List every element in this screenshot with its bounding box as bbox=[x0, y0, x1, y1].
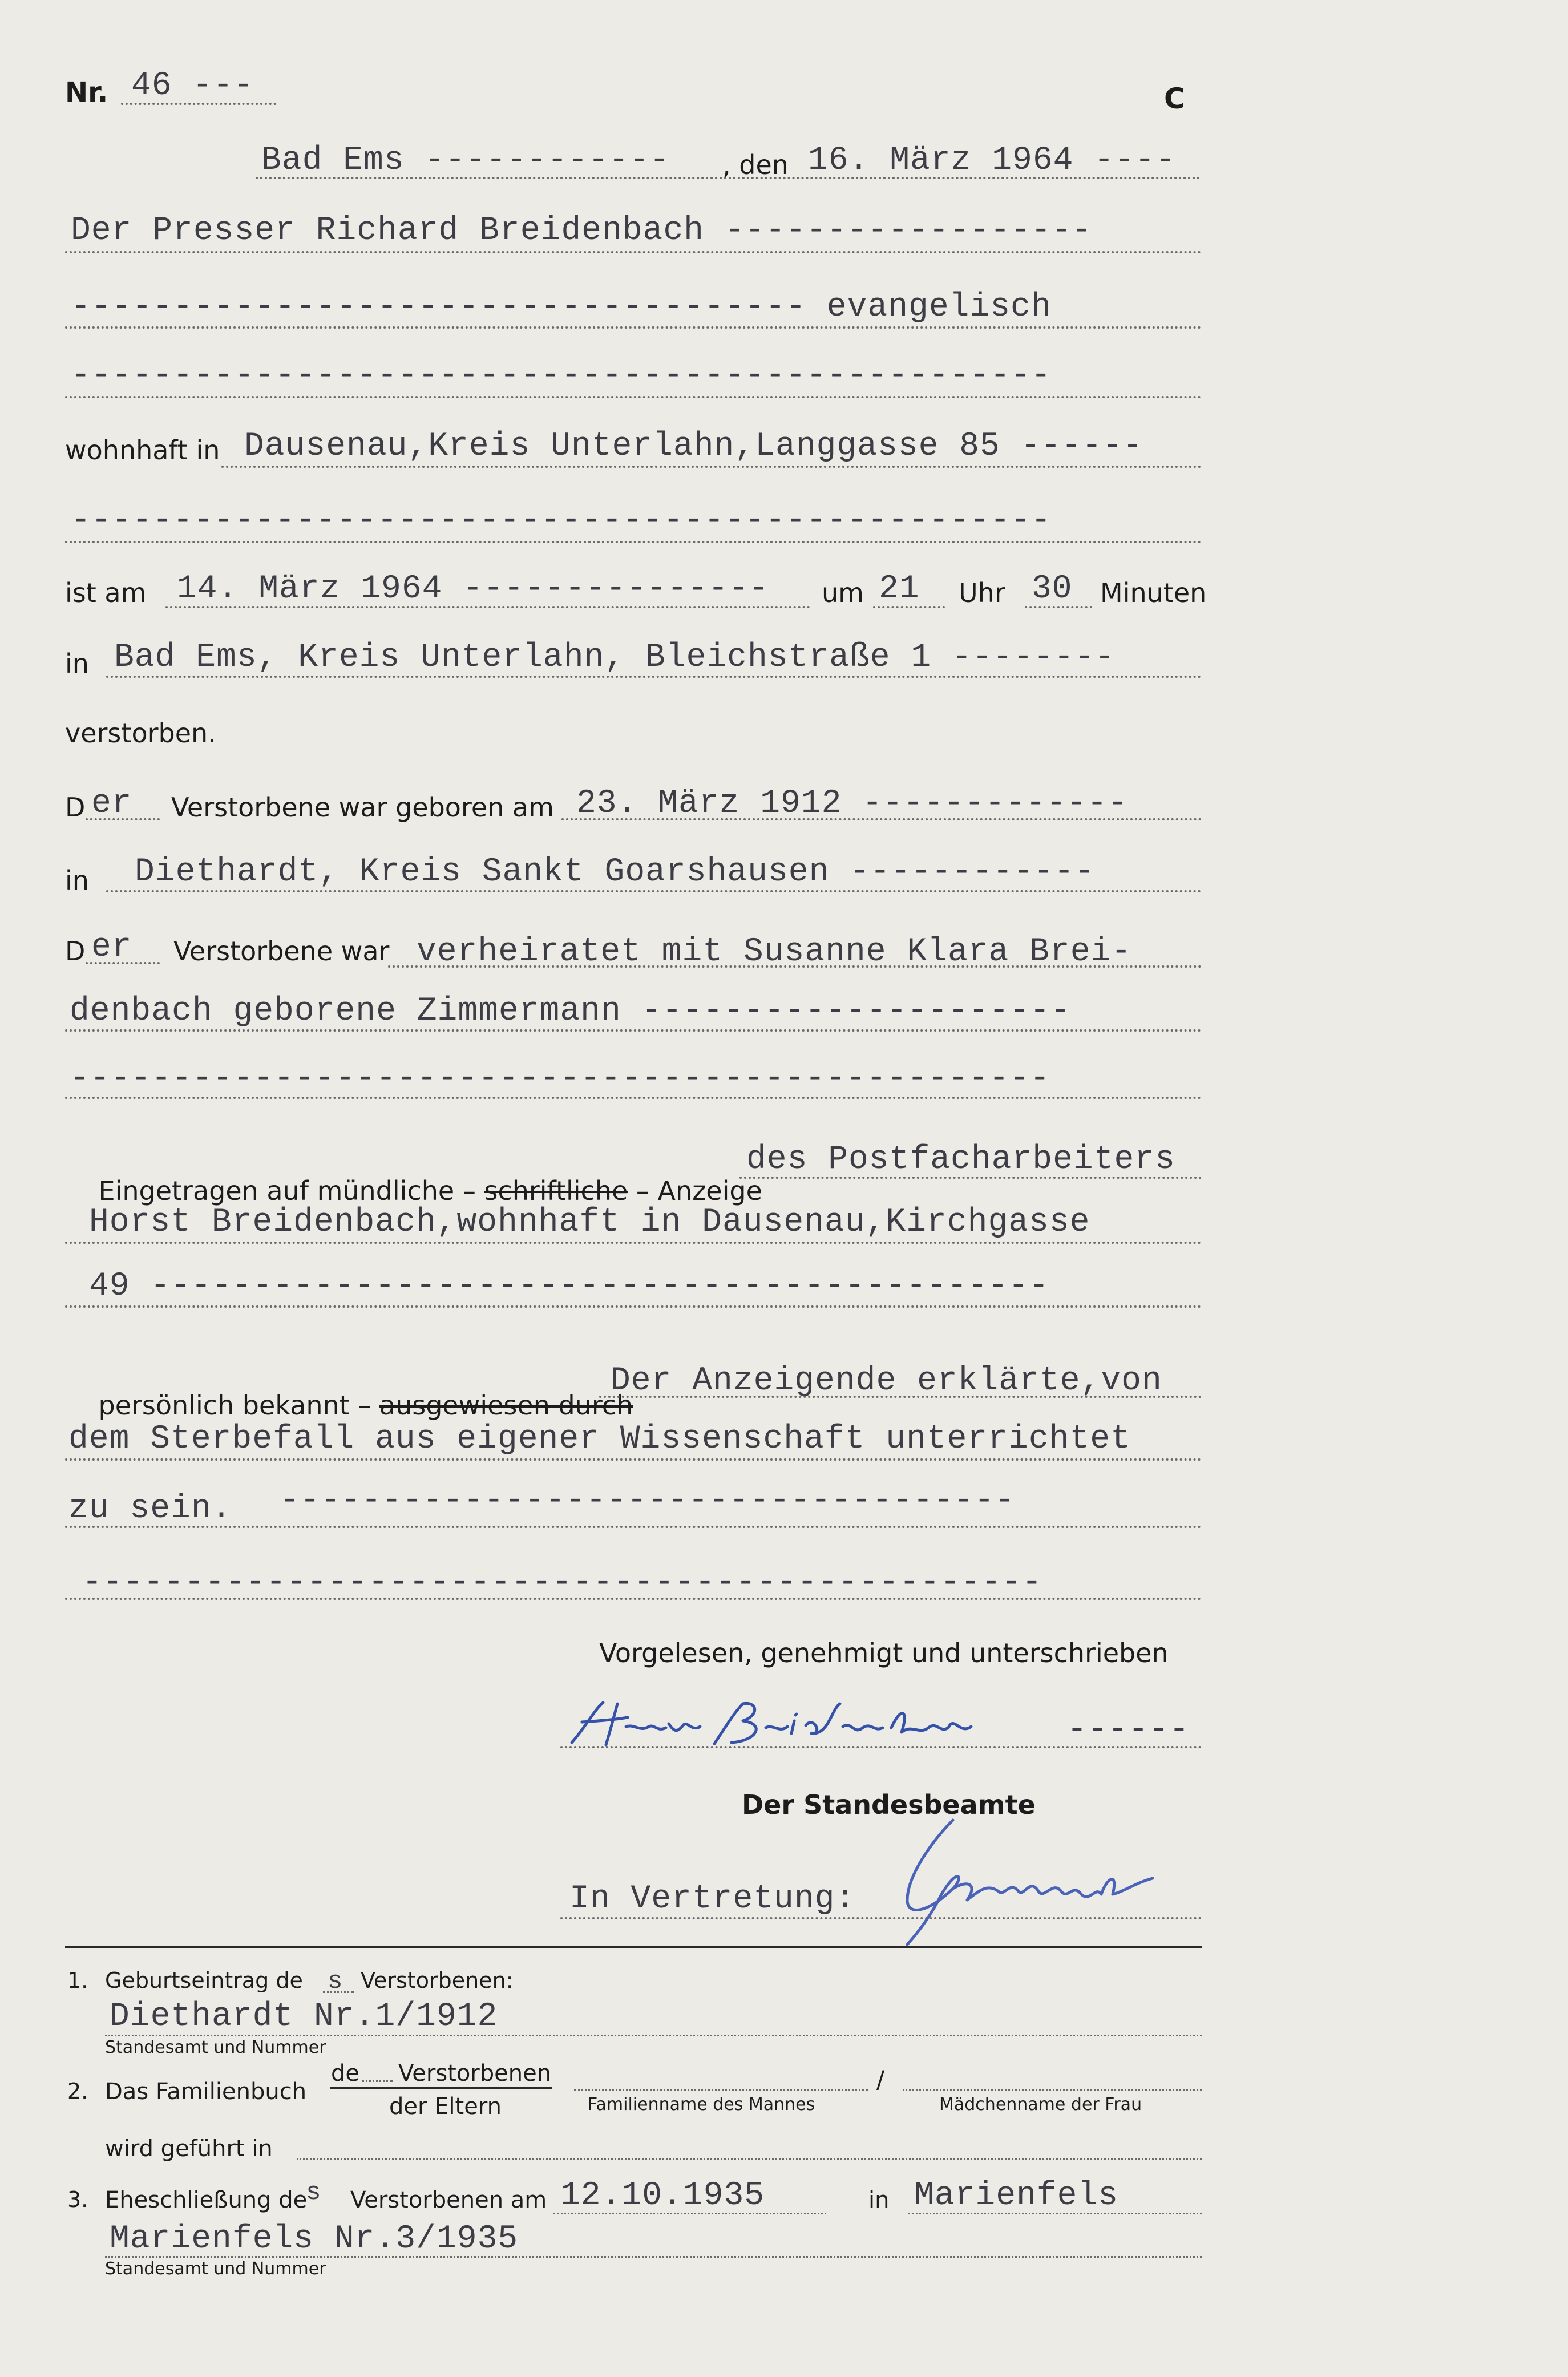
marital-line3-underline bbox=[65, 1097, 1202, 1099]
wohnhaft-line2-underline bbox=[65, 541, 1202, 543]
geburt-label-b: Verstorbenen: bbox=[361, 1968, 514, 1993]
marital-line2: denbach geborene Zimmermann --------------------- bbox=[70, 993, 1071, 1030]
deceased-name: Der Presser Richard Breidenbach ------------------ bbox=[71, 212, 1093, 249]
death-date: 14. März 1964 --------------- bbox=[177, 571, 770, 608]
familienbuch-de-underline bbox=[362, 2080, 393, 2082]
note3-number: 3. bbox=[67, 2187, 88, 2212]
section-divider bbox=[65, 1946, 1202, 1948]
ehe-place: Marienfels bbox=[914, 2177, 1119, 2214]
wohnhaft-underline bbox=[221, 466, 1202, 468]
geburt-fill: s bbox=[328, 1967, 343, 1996]
geburt-value-underline bbox=[105, 2035, 1202, 2036]
standesamt-caption-1: Standesamt und Nummer bbox=[105, 2038, 326, 2057]
familienbuch-de-label: de bbox=[331, 2060, 359, 2087]
ehe-fill: s bbox=[306, 2178, 321, 2207]
ehe-in-label: in bbox=[868, 2187, 890, 2213]
marital-article-fill: er bbox=[91, 929, 132, 966]
identification-line4-underline bbox=[65, 1598, 1202, 1600]
birth-article-underline bbox=[86, 818, 160, 820]
identification-line2: dem Sterbefall aus eigener Wissenschaft unterrichtet bbox=[68, 1421, 1131, 1458]
death-place: Bad Ems, Kreis Unterlahn, Bleichstraße 1 -------- bbox=[114, 639, 1116, 676]
maedchenname-underline bbox=[903, 2089, 1202, 2091]
deceased-line3-underline bbox=[65, 396, 1202, 398]
identification-line3-underline bbox=[65, 1526, 1202, 1528]
informant-line2-underline bbox=[65, 1242, 1202, 1244]
identification-line4: ----------------------------------------------- bbox=[82, 1565, 1042, 1602]
informant-signature-underline bbox=[560, 1746, 1202, 1748]
marital-line1-underline bbox=[388, 965, 1202, 968]
minuten-label: Minuten bbox=[1100, 577, 1207, 608]
marital-line1: verheiratet mit Susanne Klara Brei- bbox=[417, 933, 1132, 971]
death-date-underline bbox=[165, 606, 810, 608]
informant-line1-underline bbox=[739, 1177, 1202, 1179]
familienbuch-label: Das Familienbuch bbox=[105, 2079, 307, 2105]
death-minutes: 30 bbox=[1032, 571, 1073, 608]
place-date-underline bbox=[256, 177, 1201, 179]
birth-in-label: in bbox=[65, 865, 89, 896]
signature-dashes: ------ bbox=[1067, 1712, 1190, 1749]
birth-date-underline bbox=[561, 818, 1202, 820]
wohnhaft-label: wohnhaft in bbox=[65, 435, 220, 466]
marital-article-underline bbox=[86, 962, 160, 964]
note2-number: 2. bbox=[67, 2079, 88, 2104]
ehe-date-underline bbox=[553, 2213, 826, 2214]
place-value: Bad Ems ------------ bbox=[261, 142, 670, 179]
deceased-line1-underline bbox=[65, 251, 1202, 253]
gefuehrt-label: wird geführt in bbox=[105, 2136, 273, 2162]
geboren-label: Verstorbene war geboren am bbox=[171, 792, 554, 823]
nr-label: Nr. bbox=[65, 76, 108, 108]
ehe-label-b: Verstorbenen am bbox=[350, 2187, 547, 2213]
birth-article-fill: er bbox=[91, 785, 132, 822]
schriftliche-struck: schriftliche bbox=[484, 1175, 628, 1206]
geburt-value: Diethardt Nr.1/1912 bbox=[110, 1998, 498, 2035]
ehe-date: 12.10.1935 bbox=[560, 2177, 765, 2214]
minutes-underline bbox=[1025, 606, 1092, 608]
deceased-religion: ------------------------------------ evangelisch bbox=[71, 289, 1052, 326]
identification-line1: Der Anzeigende erklärte,von bbox=[611, 1363, 1162, 1400]
marital-d-label: D bbox=[65, 936, 86, 967]
ehe-value-underline bbox=[105, 2256, 1202, 2258]
birth-place: Diethardt, Kreis Sankt Goarshausen ------------ bbox=[135, 854, 1095, 891]
death-in-label: in bbox=[65, 648, 89, 679]
birth-d-label: D bbox=[65, 792, 86, 823]
identification-line2-underline bbox=[65, 1458, 1202, 1461]
identification-line3: zu sein. bbox=[68, 1490, 232, 1527]
deceased-line3: ------------------------------------------------ bbox=[71, 357, 1052, 394]
official-signature bbox=[867, 1809, 1221, 1951]
marital-line3: ------------------------------------------------ bbox=[70, 1060, 1050, 1097]
wohnhaft-line2: ------------------------------------------------ bbox=[71, 502, 1052, 539]
standesamt-caption-3: Standesamt und Nummer bbox=[105, 2259, 326, 2279]
bekannt-label-a: persönlich bekannt – bbox=[98, 1390, 371, 1421]
hour-underline bbox=[873, 606, 945, 608]
familienname-underline bbox=[574, 2089, 868, 2091]
nr-value: 46 --- bbox=[131, 67, 254, 104]
ehe-place-underline bbox=[908, 2213, 1202, 2214]
wohnhaft-value: Dausenau,Kreis Unterlahn,Langgasse 85 ------ bbox=[244, 428, 1143, 465]
informant-line1: des Postfacharbeiters bbox=[746, 1141, 1175, 1178]
death-hour: 21 bbox=[879, 571, 920, 608]
ehe-label-a: Eheschließung de bbox=[105, 2187, 308, 2213]
nr-underline bbox=[121, 103, 276, 105]
informant-line3: 49 -------------------------------------------- bbox=[89, 1268, 1049, 1305]
eingetragen-label-b: – Anzeige bbox=[636, 1175, 762, 1206]
birth-place-underline bbox=[106, 890, 1202, 892]
ist-am-label: ist am bbox=[65, 577, 147, 608]
ausgewiesen-struck: ausgewiesen durch bbox=[379, 1390, 633, 1421]
familienbuch-fraction-line bbox=[330, 2087, 552, 2089]
death-place-underline bbox=[106, 676, 1202, 678]
form-letter: C bbox=[1164, 82, 1185, 115]
familienbuch-verstorbenen-label: Verstorbenen bbox=[398, 2060, 552, 2087]
birth-date: 23. März 1912 ------------- bbox=[576, 785, 1128, 822]
ehe-value: Marienfels Nr.3/1935 bbox=[110, 2221, 519, 2258]
deceased-line2-underline bbox=[65, 326, 1202, 329]
marital-line2-underline bbox=[65, 1029, 1202, 1032]
identification-line3-dashes: ------------------------------------ bbox=[280, 1482, 1016, 1519]
uhr-label: Uhr bbox=[959, 577, 1005, 608]
eingetragen-label-a: Eingetragen auf mündliche – bbox=[98, 1175, 476, 1206]
verstorbene-war-label: Verstorbene war bbox=[173, 936, 390, 967]
vorgelesen-label: Vorgelesen, genehmigt und unterschrieben bbox=[599, 1638, 1169, 1668]
geburt-label-a: Geburtseintrag de bbox=[105, 1968, 303, 1993]
standesbeamte-label: Der Standesbeamte bbox=[742, 1789, 1036, 1820]
vertretung-label: In Vertretung: bbox=[569, 1881, 856, 1918]
informant-line3-underline bbox=[65, 1305, 1202, 1308]
gefuehrt-underline bbox=[297, 2158, 1202, 2160]
note1-number: 1. bbox=[67, 1968, 88, 1993]
familienbuch-slash: / bbox=[876, 2065, 885, 2093]
verstorben-label: verstorben. bbox=[65, 718, 216, 749]
identification-line1-underline bbox=[599, 1396, 1202, 1398]
um-label: um bbox=[822, 577, 864, 608]
date-value: 16. März 1964 ---- bbox=[808, 142, 1176, 179]
informant-line2: Horst Breidenbach,wohnhaft in Dausenau,Kirchgasse bbox=[89, 1204, 1090, 1241]
geburt-fill-underline bbox=[323, 1991, 354, 1993]
maedchenname-caption: Mädchenname der Frau bbox=[939, 2095, 1142, 2115]
familienbuch-eltern-label: der Eltern bbox=[389, 2093, 502, 2120]
familienname-caption: Familienname des Mannes bbox=[588, 2095, 815, 2115]
den-label: , den bbox=[722, 149, 789, 180]
